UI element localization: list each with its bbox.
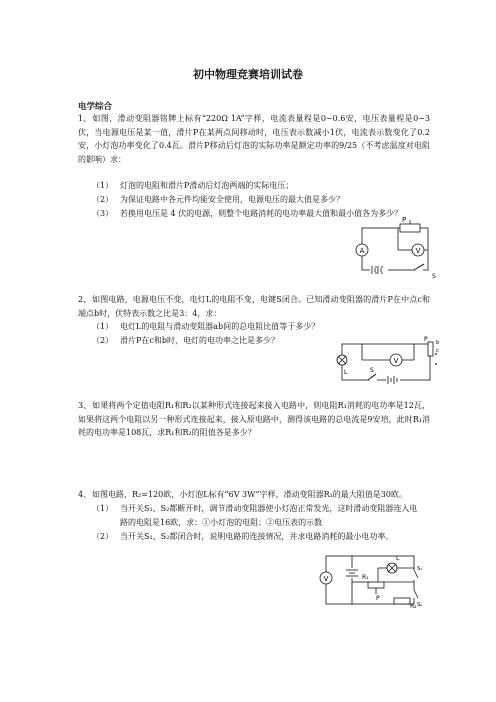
voltmeter-label: V [323,575,329,583]
slider-label: P [402,216,407,224]
sub-label: （1） [92,322,114,331]
slider-label: P [376,595,380,602]
question-number: 1、 [78,114,92,123]
switch-label: S [370,367,374,374]
r1-label: R₁ [362,574,369,581]
sub-text: 为保证电路中各元件均能安全使用，电源电压的最大值是多少？ [120,195,344,204]
question-4 [78,488,430,502]
question-2 [78,293,430,320]
s1-label: S₁ [417,566,423,572]
lamp-label: L [396,555,400,562]
question-number: 2、 [78,295,92,304]
circuit-diagram-1 [348,214,440,282]
mid-c-label: c [436,348,439,354]
question-3 [78,399,430,440]
page-title: 初中物理竞赛培训试卷 [193,68,303,81]
sub-text: 当开关S₁、S₂都断开时，调节滑动变阻器使小灯泡正常发光，这时滑动变阻器连入电路的电阻是16欧，求：①小灯泡的电阻；②电压表的示数 [120,504,418,527]
circuit-diagram-2 [332,332,440,386]
sub-text: 滑片P在c和b时，电灯的电功率之比是多少？ [120,336,279,345]
question-number: 3、 [78,401,92,410]
voltmeter-label: V [415,247,421,255]
sub-text: 若换用电压是 4 伏的电源，则整个电路消耗的电功率最大值和最小值各为多少？ [120,209,403,218]
sub-label: （2） [92,195,114,204]
question-1-sub-1 [92,179,432,193]
voltmeter-label: V [393,357,399,365]
circuit-diagram-3 [312,546,424,610]
sub-label: （1） [92,181,114,190]
end-b-label: b [436,340,440,346]
sub-label: （1） [92,504,114,513]
question-4-sub-1 [92,502,432,529]
question-1-text: 如图，滑动变阻器铭牌上标有“220Ω 1A”字样，电流表量程是0~0.6安，电压表量程是0~3伏，当电源电压是某一值，滑片P在某两点间移动时，电压表示数减小1伏，电流表示数变化了0.2安，小灯泡功率变化了0.4瓦。滑片P移动后灯泡的实际功率是额定功率的9/25（不考虑温度对电阻的影响）求： [78,114,430,164]
question-1 [78,112,430,166]
lamp-label: L [344,369,348,376]
question-3-text: 如果将两个定值电阻R₁和R₂以某种形式连接起来接入电路中，则电阻R₁消耗的电功率是12瓦，如果将这两个电阻以另一种形式连接起来，接入原电路中，测得该电路的总电流是9安培，此时R₁消耗的电功率是108瓦，求R₁和R₂的阻值各是多少？ [78,401,430,437]
question-4-sub-2 [92,530,432,544]
question-1-sub-2 [92,193,432,207]
sub-text: 灯泡的电阻和滑片P滑动后灯泡两端的实际电压； [120,181,294,190]
sub-text: 电灯L的电阻与滑动变阻器ab间的总电阻比值等于多少？ [120,322,320,331]
switch-label: S [432,273,436,280]
ammeter-label: A [359,247,365,255]
sub-text: 当开关S₁、S₂都闭合时，说明电路的连接情况，并求电路消耗的最小电功率。 [120,532,394,541]
sub-label: （2） [92,336,114,345]
s2-label: S₂ [417,602,423,608]
r2-label: R₂ [410,603,417,610]
slider-label: P [424,336,428,343]
sub-label: （3） [92,209,114,218]
sub-label: （2） [92,532,114,541]
question-2-text: 如图电路，电源电压不变，电灯L的电阻不变，电键S闭合。已知滑动变阻器的滑片P在中点c和端点b时，伏特表示数之比是3：4，求： [78,295,430,318]
section-heading: 电学综合 [78,102,113,112]
question-number: 4、 [78,490,92,499]
question-4-text: 如图电路，R₂=120欧，小灯泡L标有“6V 3W”字样，滑动变阻器R₁的最大阻值是30欧。 [92,490,407,499]
